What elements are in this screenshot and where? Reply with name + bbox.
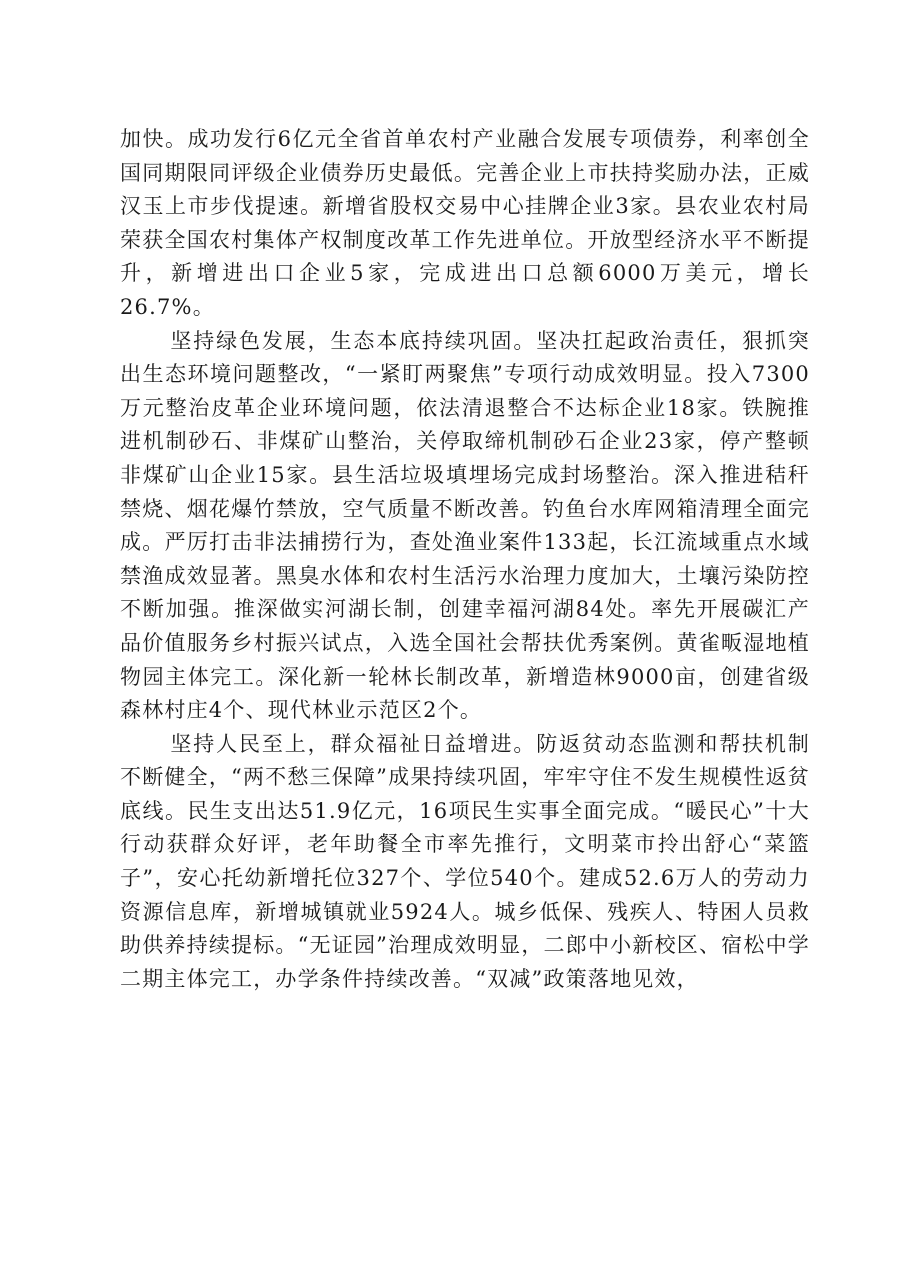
paragraph-green-development: 坚持绿色发展，生态本底持续巩固。坚决扛起政治责任，狠抓突出生态环境问题整改，“一紧盯两聚焦”专项行动成效明显。投入7300万元整治皮革企业环境问题，依法清退整合不达标企业18家。铁腕推进机制砂石、非煤矿山整治，关停取缔机制砂石企业23家，停产整顿非煤矿山企业15家。县生活垃圾填埋场完成封场整治。深入推进秸秆禁烧、烟花爆竹禁放，空气质量不断改善。钓鱼台水库网箱清理全面完成。严厉打击非法捕捞行为，查处渔业案件133起，长江流域重点水域禁渔成效显著。黑臭水体和农村生活污水治理力度加大，土壤污染防控不断加强。推深做实河湖长制，创建幸福河湖84处。率先开展碳汇产品价值服务乡村振兴试点，入选全国社会帮扶优秀案例。黄雀畈湿地植物园主体完工。深化新一轮林长制改革，新增造林9000亩，创建省级森林村庄4个、现代林业示范区2个。	[120, 328, 810, 723]
document-body	[120, 123, 810, 996]
paragraph-opening-continuation: 加快。成功发行6亿元全省首单农村产业融合发展专项债券，利率创全国同期限同评级企业债券历史最低。完善企业上市扶持奖励办法，正威汉玉上市步伐提速。新增省股权交易中心挂牌企业3家。县农业农村局荣获全国农村集体产权制度改革工作先进单位。开放型经济水平不断提升，新增进出口企业5家，完成进出口总额6000万美元，增长26.7%。	[120, 127, 810, 319]
paragraph-people-welfare: 坚持人民至上，群众福祉日益增进。防返贫动态监测和帮扶机制不断健全，“两不愁三保障”成果持续巩固，牢牢守住不发生规模性返贫底线。民生支出达51.9亿元，16项民生实事全面完成。“暖民心”十大行动获群众好评，老年助餐全市率先推行，文明菜市拎出舒心“菜篮子”，安心托幼新增托位327个、学位540个。建成52.6万人的劳动力资源信息库，新增城镇就业5924人。城乡低保、残疾人、特困人员救助供养持续提标。“无证园”治理成效明显，二郎中小新校区、宿松中学二期主体完工，办学条件持续改善。“双减”政策落地见效，	[120, 731, 810, 991]
